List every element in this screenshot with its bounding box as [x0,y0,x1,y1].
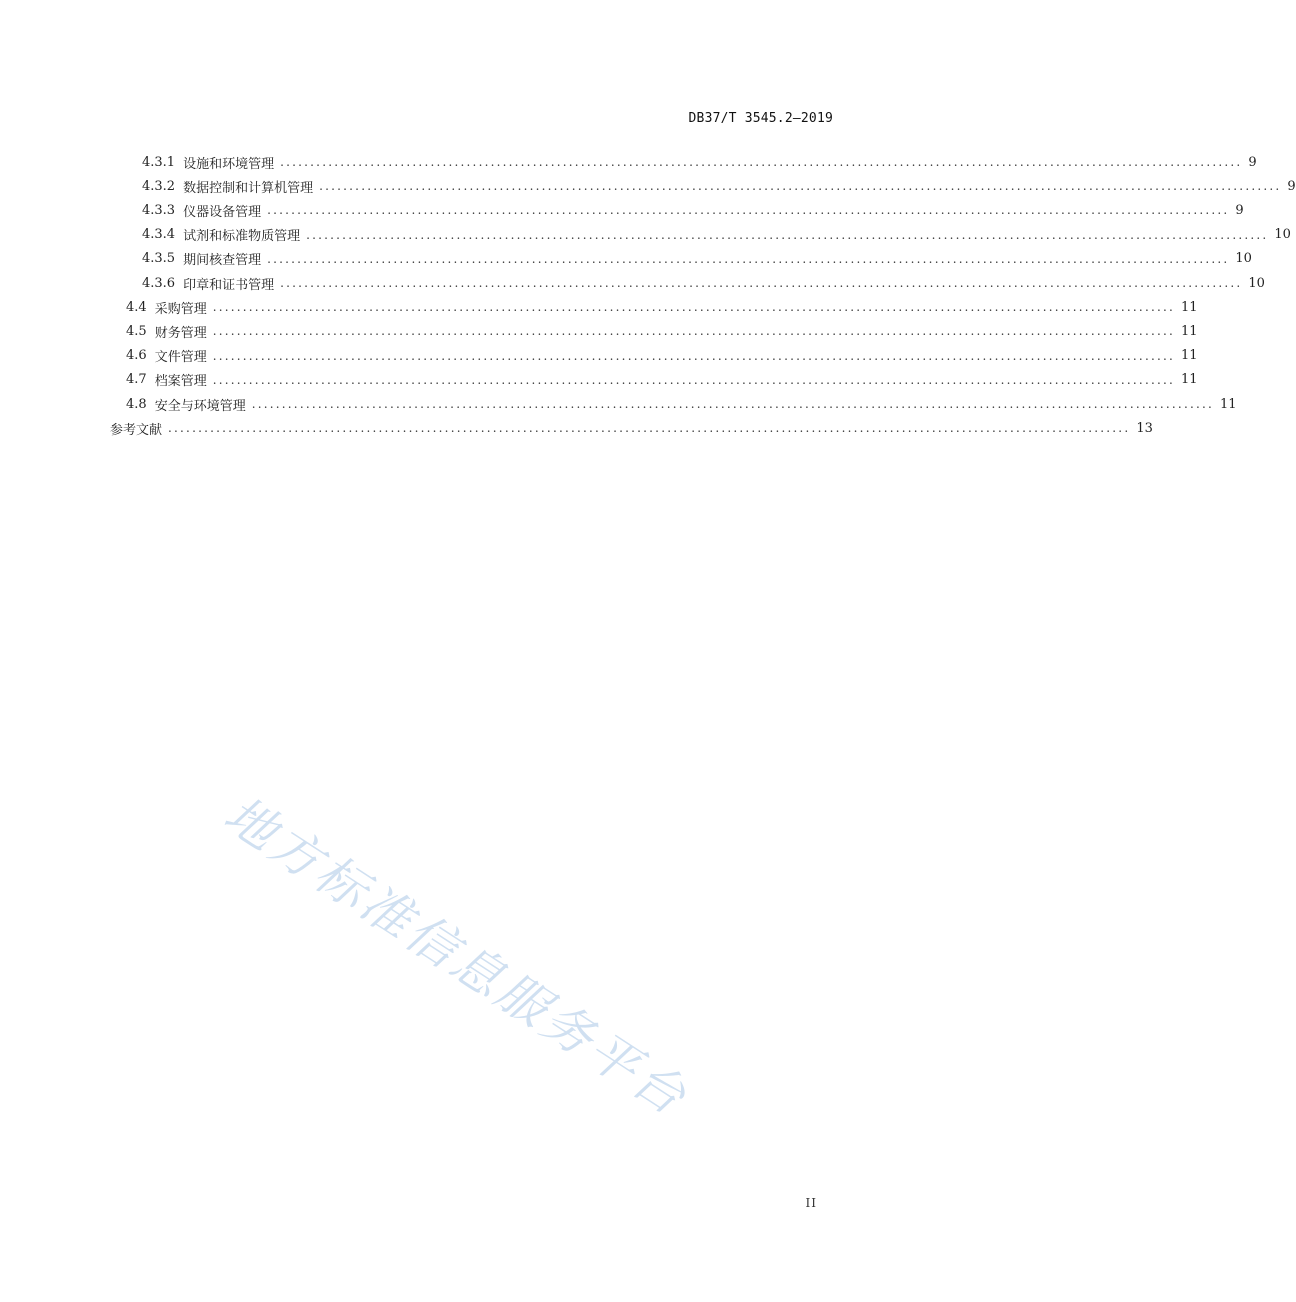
toc-entry[interactable] [142,223,1291,247]
toc-entry[interactable] [142,198,1244,222]
toc-dot-leader: ................................................................................................................................................................ [212,372,1176,387]
toc-entry[interactable] [142,247,1252,271]
toc-dot-leader: ................................................................................................................................................................ [251,397,1215,411]
toc-dot-leader: ................................................................................................................................................................ [280,155,1243,169]
toc-dot-leader: ................................................................................................................................................................ [168,421,1131,436]
toc-dot-leader: ................................................................................................................................................................ [212,300,1176,315]
toc-entry-number: 4.5 [126,323,147,339]
toc-entry-page: 9 [1248,154,1257,170]
toc-entry[interactable] [126,319,1198,343]
toc-dot-leader: ................................................................................................................................................................ [267,203,1230,218]
toc-entry-title: 参考文献 [110,422,163,438]
toc-entry-number: 4.3.3 [142,202,176,218]
toc-entry[interactable] [142,271,1265,295]
toc-entry-title: 财务管理 [154,325,207,341]
toc-entry-title: 设施和环境管理 [183,156,275,172]
toc-entry-number: 4.8 [126,396,147,412]
toc-entry-number: 4.3.5 [142,251,176,267]
toc-entry-page: 11 [1181,372,1198,388]
toc-entry[interactable] [142,174,1296,198]
toc-dot-leader: ................................................................................................................................................................ [267,251,1230,266]
toc-entry-title: 印章和证书管理 [183,277,275,293]
toc-entry-title: 采购管理 [154,301,207,317]
toc-dot-leader: ................................................................................................................................................................ [280,276,1243,290]
toc-entry-page: 11 [1181,348,1198,364]
toc-entry[interactable] [110,416,1153,440]
watermark-text: 地方标准信息服务平台 [214,785,699,1128]
toc-entry-number: 4.3.6 [142,275,176,291]
toc-entry-number: 4.3.1 [142,154,176,170]
toc-entry-page: 9 [1287,178,1296,194]
toc-entry-number: 4.4 [126,299,147,315]
toc-entry-page: 11 [1181,323,1198,339]
toc-entry-page: 10 [1248,275,1265,291]
toc-dot-leader: ................................................................................................................................................................ [306,227,1269,242]
toc-entry-page: 10 [1274,227,1291,243]
toc-dot-leader: ................................................................................................................................................................ [212,324,1176,339]
toc-entry-title: 仪器设备管理 [183,204,262,220]
toc-dot-leader: ................................................................................................................................................................ [212,348,1176,363]
toc-entry-number: 4.3.2 [142,178,176,194]
toc-entry-title: 数据控制和计算机管理 [183,180,314,196]
toc-entry-title: 试剂和标准物质管理 [183,229,301,245]
page-number: II [805,1196,817,1210]
toc-entry-title: 安全与环境管理 [154,398,246,414]
toc-entry-number: 4.6 [126,348,147,364]
toc-entry-page: 10 [1235,251,1252,267]
toc-entry-title: 期间核查管理 [183,253,262,269]
toc-dot-leader: ................................................................................................................................................................ [319,179,1282,194]
toc-entry[interactable] [126,344,1198,368]
toc-entry[interactable] [142,150,1257,174]
toc-entry[interactable] [126,295,1198,319]
toc-entry-page: 11 [1220,396,1237,412]
toc-entry[interactable] [126,368,1198,392]
toc-entry-number: 4.3.4 [142,227,176,243]
toc-entry[interactable] [126,392,1237,416]
toc-entry-page: 11 [1181,299,1198,315]
standard-code: DB37/T 3545.2—2019 [688,111,833,126]
toc-entry-page: 9 [1235,202,1244,218]
toc-entry-title: 档案管理 [154,374,207,390]
toc-entry-title: 文件管理 [154,350,207,366]
toc-entry-number: 4.7 [126,372,147,388]
toc-entry-page: 13 [1136,420,1153,436]
